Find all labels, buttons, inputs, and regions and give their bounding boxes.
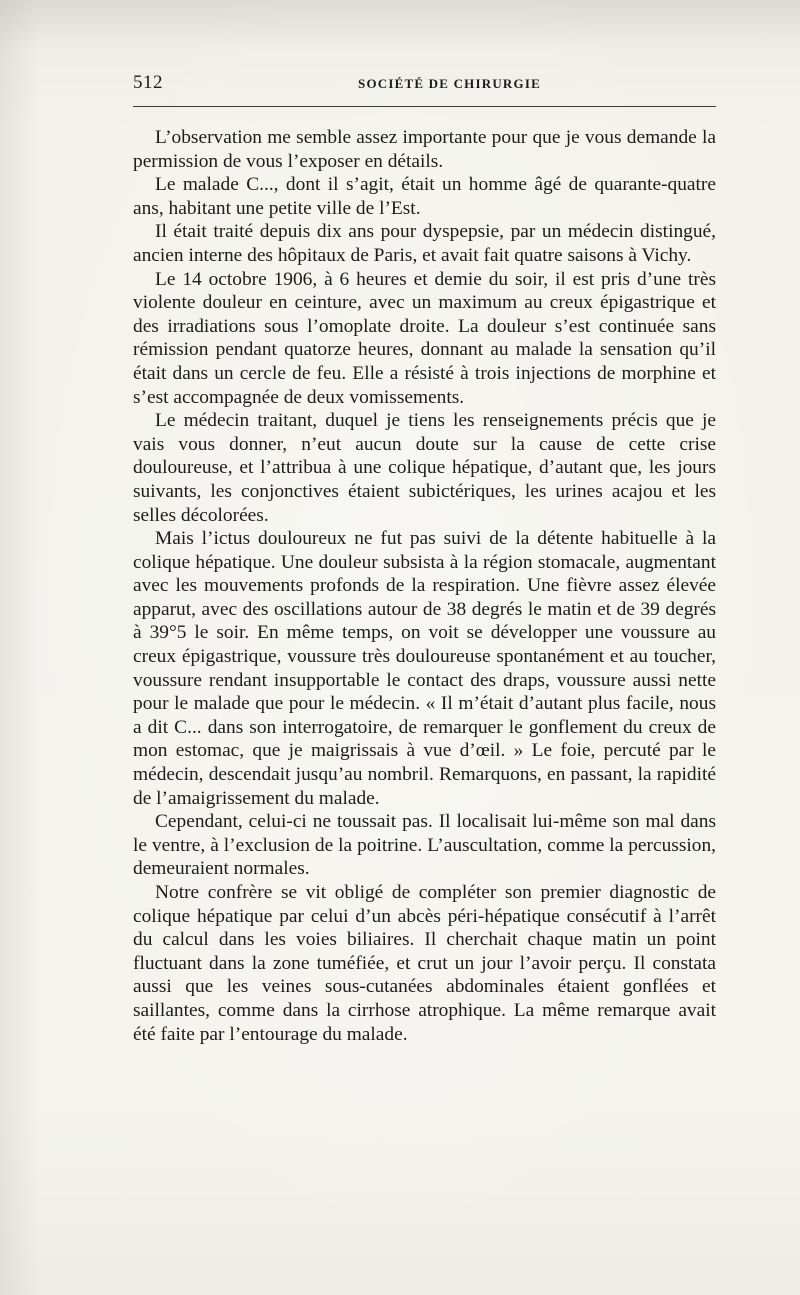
page-edge-shadow-left [0, 0, 40, 1295]
paragraph: Le 14 octobre 1906, à 6 heures et demie du soir, il est pris d’une très violente douleur en ceinture, avec un maximum au creux épigastrique et des irradiations sous l’omoplate droite. La douleur s’est continuée sans rémission pendant quatorze heures, donnant au malade la sensation qu’il était dans un cercle de feu. Elle a résisté à trois injections de morphine et s’est accompagnée de deux vomissements. [133, 268, 716, 408]
paragraph: Le malade C..., dont il s’agit, était un homme âgé de quarante-quatre ans, habitant une petite ville de l’Est. [133, 174, 716, 219]
page-number: 512 [133, 72, 163, 93]
running-title: SOCIÉTÉ DE CHIRURGIE [358, 76, 541, 91]
paragraph: Cependant, celui-ci ne toussait pas. Il localisait lui-même son mal dans le ventre, à l’exclusion de la poitrine. L’auscultation, comme la percussion, demeuraient normales. [133, 811, 716, 880]
header-rule [133, 106, 716, 107]
paragraph: Mais l’ictus douloureux ne fut pas suivi de la détente habituelle à la colique hépatique. Une douleur subsista à la région stomacale, augmentant avec les mouvements profonds de la respiration. Une fièvre assez élevée apparut, avec des oscillations autour de 38 degrés le matin et de 39 degrés à 39°5 le soir. En même temps, on voit se développer une voussure au creux épigastrique, voussure très douloureuse spontanément et au toucher, voussure rendant insupportable le contact des draps, voussure aussi nette pour le malade que pour le médecin. « Il m’était d’autant plus facile, nous a dit C... dans son interrogatoire, de remarquer le gonflement du creux de mon estomac, que je maigrissais à vue d’œil. » Le foie, percuté par le médecin, descendait jusqu’au nombril. Remarquons, en passant, la rapidité de l’amaigrissement du malade. [133, 528, 716, 809]
body-text [133, 126, 716, 1046]
paragraph: Le médecin traitant, duquel je tiens les renseignements précis que je vais vous donner, n’eut aucun doute sur la cause de cette crise douloureuse, et l’attribua à une colique hépatique, d’autant que, les jours suivants, les conjonctives étaient subictériques, les urines acajou et les selles décolorées. [133, 410, 716, 526]
paragraph: L’observation me semble assez importante pour que je vous demande la permission de vous l’exposer en détails. [133, 127, 716, 172]
paragraph: Il était traité depuis dix ans pour dyspepsie, par un médecin distingué, ancien interne des hôpitaux de Paris, et avait fait quatre saisons à Vichy. [133, 221, 716, 266]
page-edge-shadow-top [0, 0, 800, 50]
paragraph: Notre confrère se vit obligé de compléter son premier diagnostic de colique hépatique par celui d’un abcès péri-hépatique consécutif à l’arrêt du calcul dans les voies biliaires. Il cherchait chaque matin un point fluctuant dans la zone tuméfiée, et crut un jour l’avoir perçu. Il constata aussi que les veines sous-cutanées abdominales étaient gonflées et saillantes, comme dans la cirrhose atrophique. La même remarque avait été faite par l’entourage du malade. [133, 882, 716, 1045]
page-header [133, 72, 716, 98]
